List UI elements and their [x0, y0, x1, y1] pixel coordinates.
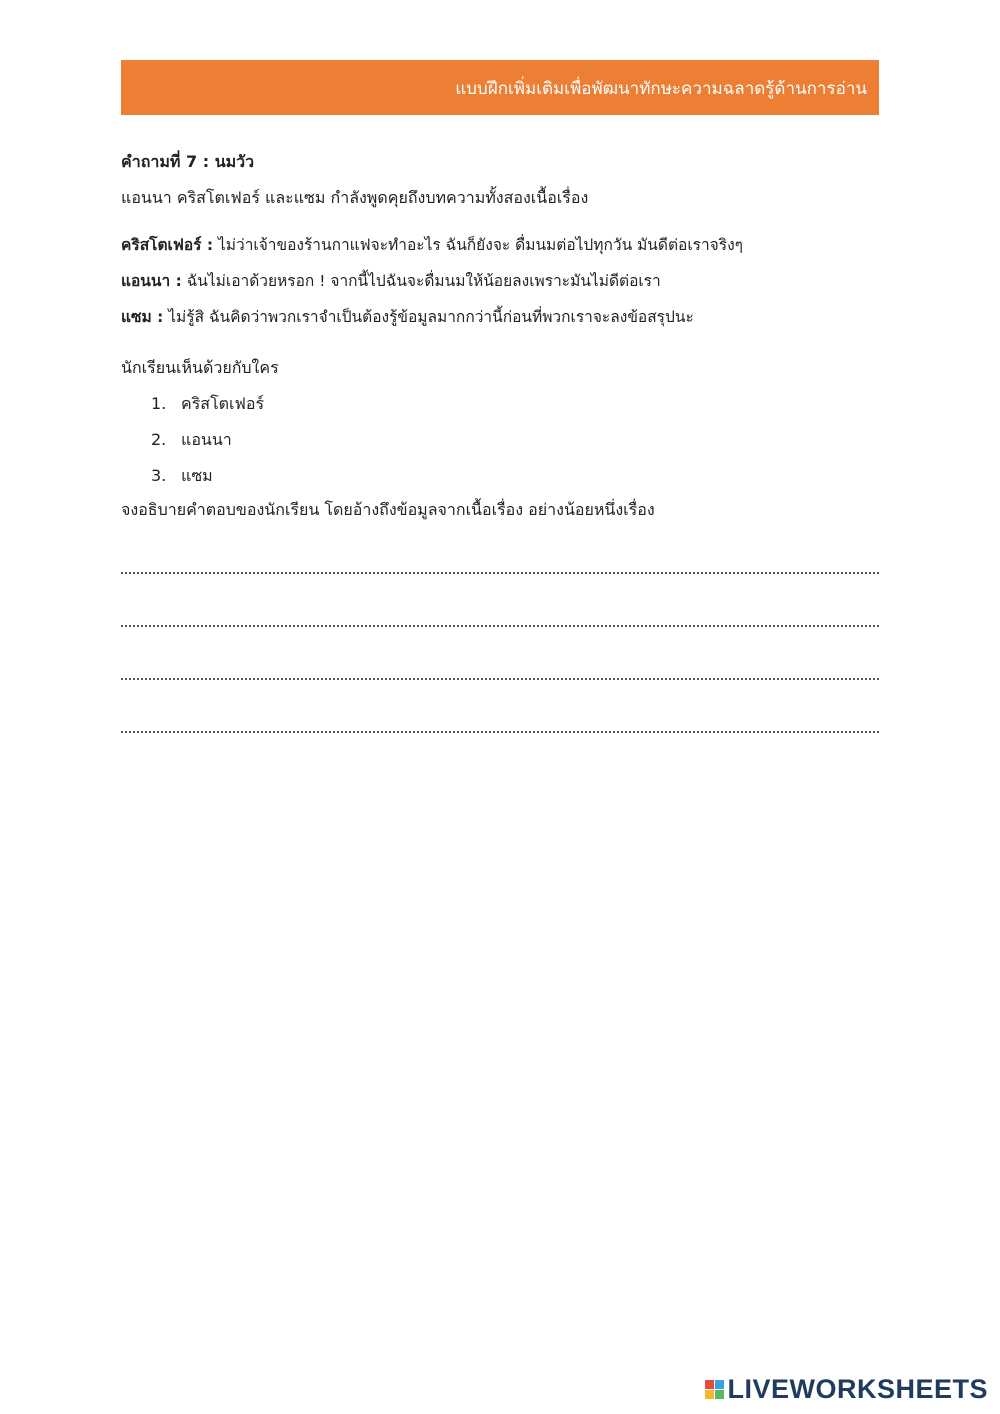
option-number: 3.	[151, 466, 167, 485]
question-content	[121, 150, 879, 733]
option-label: แอนนา	[181, 430, 232, 449]
liveworksheets-logo[interactable]	[705, 1374, 988, 1405]
dialog	[121, 230, 879, 338]
dialog-text: ไม่ว่าเจ้าของร้านกาแฟจะทำอะไร ฉันก็ยังจะ ดื่มนมต่อไปทุกวัน มันดีต่อเราจริงๆ	[213, 236, 743, 254]
dialog-line-sam	[121, 302, 879, 338]
option-number: 1.	[151, 394, 167, 413]
header-title: แบบฝึกเพิ่มเติมเพื่อพัฒนาทักษะความฉลาดรู้ด้านการอ่าน	[455, 79, 867, 99]
question-intro: แอนนา คริสโตเฟอร์ และแซม กำลังพูดคุยถึงบทความทั้งสองเนื้อเรื่อง	[121, 188, 589, 207]
option-anna[interactable]	[151, 422, 879, 458]
speaker-name: แซม :	[121, 308, 164, 326]
logo-square	[715, 1380, 724, 1389]
dialog-line-christopher	[121, 230, 879, 266]
answer-area[interactable]	[121, 544, 879, 733]
answer-options	[121, 386, 879, 494]
answer-line[interactable]	[121, 574, 879, 627]
logo-square	[705, 1390, 714, 1399]
logo-text: LIVEWORKSHEETS	[727, 1374, 988, 1404]
option-label: คริสโตเฟอร์	[181, 394, 265, 413]
dialog-text: ไม่รู้สิ ฉันคิดว่าพวกเราจำเป็นต้องรู้ข้อมูลมากกว่านี้ก่อนที่พวกเราจะลงข้อสรุปนะ	[163, 308, 694, 326]
dialog-line-anna	[121, 266, 879, 302]
logo-squares-icon	[705, 1380, 724, 1399]
answer-line[interactable]	[121, 680, 879, 733]
dialog-text: ฉันไม่เอาด้วยหรอก ! จากนี้ไปฉันจะดื่มนมให้น้อยลงเพราะมันไม่ดีต่อเรา	[181, 272, 661, 290]
option-christopher[interactable]	[151, 386, 879, 422]
header-bar	[121, 60, 879, 115]
explanation-instruction: จงอธิบายคำตอบของนักเรียน โดยอ้างถึงข้อมูลจากเนื้อเรื่อง อย่างน้อยหนึ่งเรื่อง	[121, 500, 655, 519]
question-prompt: นักเรียนเห็นด้วยกับใคร	[121, 358, 279, 377]
answer-line[interactable]	[121, 544, 879, 574]
logo-square	[705, 1380, 714, 1389]
option-sam[interactable]	[151, 458, 879, 494]
question-title: คำถามที่ 7 : นมวัว	[121, 152, 255, 171]
logo-square	[715, 1390, 724, 1399]
speaker-name: แอนนา :	[121, 272, 182, 290]
speaker-name: คริสโตเฟอร์ :	[121, 236, 214, 254]
option-label: แซม	[181, 466, 213, 485]
answer-line[interactable]	[121, 627, 879, 680]
option-number: 2.	[151, 430, 167, 449]
